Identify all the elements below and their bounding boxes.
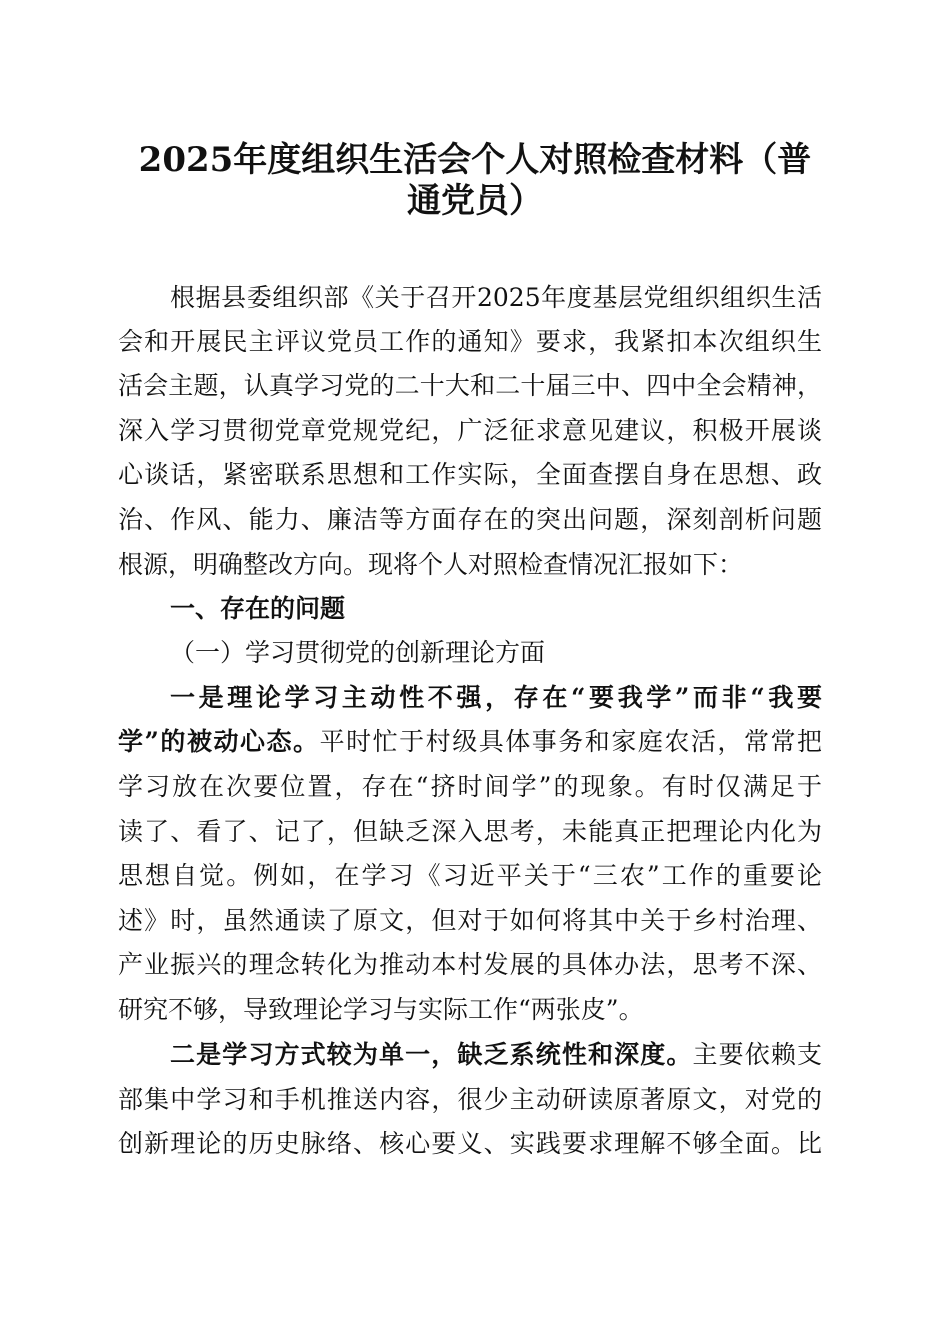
section-heading: 一、存在的问题	[170, 594, 346, 623]
para2-line: 部集中学习和手机推送内容，很少主动研读原著原文，对党的	[118, 1085, 822, 1114]
para1-line: 述》时，虽然通读了原文，但对于如何将其中关于乡村治理、	[118, 906, 822, 935]
para1-lead-line	[170, 683, 822, 713]
para1-lead-cont: 学”的被动心态。	[118, 727, 320, 756]
para1-line	[118, 727, 822, 757]
para2-lead-line	[170, 1040, 822, 1070]
para1-line: 学习放在次要位置，存在“挤时间学”的现象。有时仅满足于	[118, 772, 822, 801]
para1-line: 产业振兴的理念转化为推动本村发展的具体办法，思考不深、	[118, 950, 822, 979]
document-title-line-1: 2025年度组织生活会个人对照检查材料（普	[138, 140, 812, 180]
para1-line: 读了、看了、记了，但缺乏深入思考，未能真正把理论内化为	[118, 817, 822, 846]
intro-line: 深入学习贯彻党章党规党纪，广泛征求意见建议，积极开展谈	[118, 416, 822, 445]
intro-line: 根据县委组织部《关于召开2025年度基层党组织组织生活	[170, 283, 822, 312]
para2-line: 创新理论的历史脉络、核心要义、实践要求理解不够全面。比	[118, 1129, 822, 1158]
document-title-line-2: 通党员）	[407, 181, 543, 221]
intro-line: 活会主题，认真学习党的二十大和二十届三中、四中全会精神，	[118, 371, 822, 400]
intro-line: 心谈话，紧密联系思想和工作实际，全面查摆自身在思想、政	[118, 460, 822, 489]
intro-line: 会和开展民主评议党员工作的通知》要求，我紧扣本次组织生	[118, 327, 822, 356]
intro-line: 治、作风、能力、廉洁等方面存在的突出问题，深刻剖析问题	[118, 505, 822, 534]
para2-text: 主要依赖支	[692, 1040, 822, 1069]
para1-lead: 一是理论学习主动性不强，存在“要我学”而非“我要	[170, 683, 822, 712]
intro-line: 根源，明确整改方向。现将个人对照检查情况汇报如下：	[118, 550, 744, 579]
subsection-heading: （一）学习贯彻党的创新理论方面	[170, 638, 546, 667]
para1-line: 研究不够，导致理论学习与实际工作“两张皮”。	[118, 995, 644, 1024]
para1-line: 思想自觉。例如，在学习《习近平关于“三农”工作的重要论	[118, 861, 822, 890]
para1-text: 平时忙于村级具体事务和家庭农活，常常把	[319, 727, 822, 756]
para2-lead: 二是学习方式较为单一，缺乏系统性和深度。	[170, 1040, 693, 1069]
